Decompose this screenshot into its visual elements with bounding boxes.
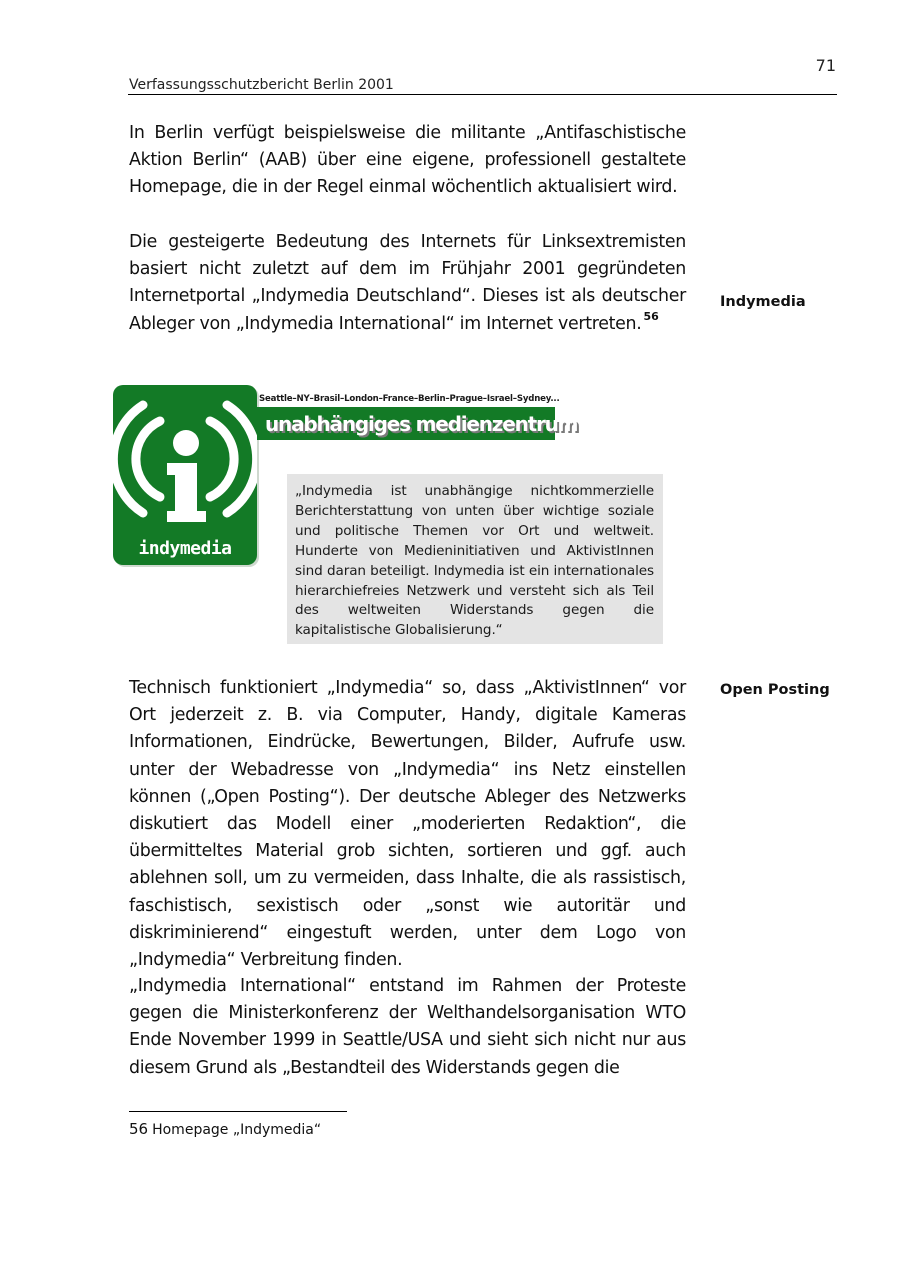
footnote-rule xyxy=(129,1111,347,1112)
margin-note-indymedia: Indymedia xyxy=(720,294,806,310)
footnote-reference[interactable]: 56 xyxy=(643,309,659,323)
indymedia-figure xyxy=(113,385,683,650)
margin-note-open-posting: Open Posting xyxy=(720,682,830,698)
indymedia-quote: „Indymedia ist unabhängige nichtkommerzielle Berichterstattung von unten über wichtige soziale und politische Themen vor Ort und weltweit. Hunderte von Medieninitiativen und AktivistInnen sind daran beteiligt. Indymedia ist ein internationales hierarchiefreies Netzwerk und versteht sich als Teil des weltweiten Widerstands gegen die kapitalistische Globalisierung.“ xyxy=(295,483,654,639)
logo-wordmark: indymedia xyxy=(138,538,232,559)
footnote xyxy=(129,1120,321,1138)
quote-box xyxy=(287,474,663,644)
footnote-text: Homepage „Indymedia“ xyxy=(152,1122,322,1138)
paragraph-indymedia-intro-text: Die gesteigerte Bedeutung des Internets für Linksextremisten basiert nicht zuletzt auf dem im Frühjahr 2001 gegründeten Internetportal „Indymedia Deutschland“. Dieses ist als deutscher Ableger von „Indymedia International“ im Internet vertreten. xyxy=(129,232,686,334)
paragraph-indymedia-international: „Indymedia International“ entstand im Rahmen der Proteste gegen die Ministerkonferenz der Welthandelsorganisation WTO Ende November 1999 in Seattle/USA und sieht sich nicht nur aus diesem Grund als „Bestandteil des Widerstands gegen die xyxy=(129,976,686,1078)
footnote-number: 56 xyxy=(129,1120,149,1138)
page-number: 71 xyxy=(815,56,836,75)
cities-strip: Seattle–NY–Brasil–London–France–Berlin–Prague–Israel–Sydney... xyxy=(259,394,560,404)
banner-title: unabhängiges medienzentrum xyxy=(265,412,578,436)
running-header: Verfassungsschutzbericht Berlin 2001 xyxy=(129,77,394,93)
paragraph-aab: In Berlin verfügt beispielsweise die militante „Antifaschistische Aktion Berlin“ (AAB) über eine eigene, professionell gestaltete Homepage, die in der Regel einmal wöchentlich aktualisiert wird. xyxy=(129,123,686,198)
paragraph-open-posting: Technisch funktioniert „Indymedia“ so, dass „AktivistInnen“ vor Ort jederzeit z. B. via Computer, Handy, digitale Kameras Informationen, Eindrücke, Bewertungen, Bilder, Aufrufe usw. unter der Webadresse von „Indymedia“ ins Netz einstellen können („Open Posting“). Der deutsche Ableger des Netzwerks diskutiert das Modell einer „moderierten Redaktion“, die übermitteltes Material grob sichten, sortieren und ggf. auch ablehnen soll, um zu vermeiden, dass Inhalte, die als rassistisch, faschistisch, sexistisch oder „sonst wie autoritär und diskriminierend“ eingestuft werden, unter dem Logo von „Indymedia“ Verbreitung finden. xyxy=(129,678,686,971)
banner xyxy=(257,408,578,440)
indymedia-logo xyxy=(113,385,257,565)
header-rule xyxy=(128,94,837,95)
paragraph-indymedia-intro xyxy=(129,229,686,338)
